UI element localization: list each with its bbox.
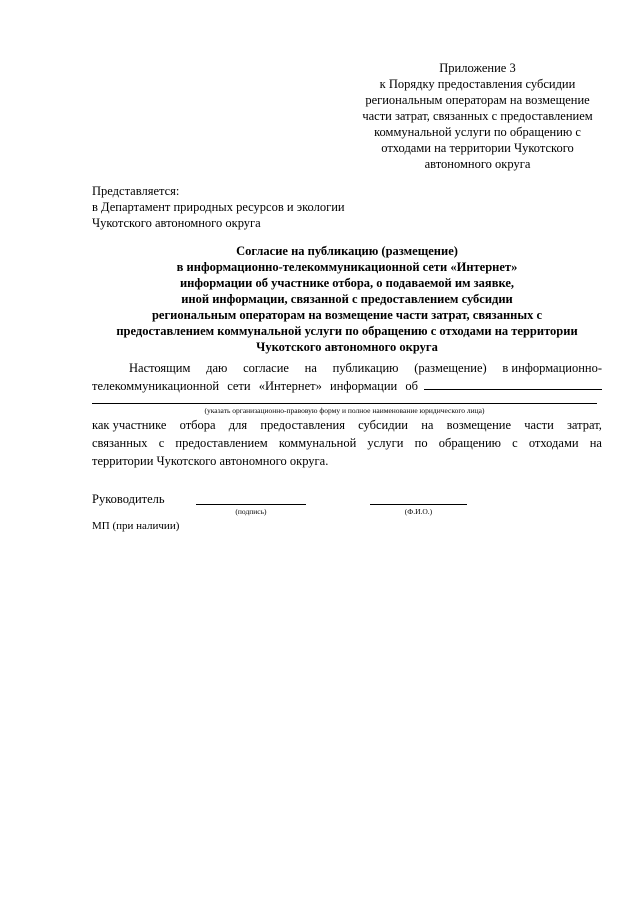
consent-word: связанных [92,436,148,450]
appendix-line: части затрат, связанных с предоставлением [362,109,593,123]
consent-word: Настоящим [129,361,191,375]
consent-continuation [92,416,602,470]
consent-word: коммунальной [278,436,357,450]
org-name-blank[interactable] [424,377,602,390]
appendix-line: к Порядку предоставления субсидии [379,77,576,91]
consent-word: в информационно- [502,361,602,375]
signature-hint: (подпись) [235,507,267,516]
consent-word: части [524,418,554,432]
consent-word: субсидии [358,418,408,432]
consent-word: публикацию [332,361,399,375]
consent-word: услуги [367,436,404,450]
title-line: иной информации, связанной с предоставлением субсидии [181,292,513,306]
consent-word: телекоммуникационной [92,379,220,393]
org-name-fill-row [405,377,602,395]
title-line: Согласие на публикацию (размещение) [236,244,458,258]
consent-word: затрат, [566,418,602,432]
recipient-line: Представляется: [92,184,180,198]
consent-word: с [512,436,518,450]
title-line: предоставлением коммунальной услуги по обращению с отходами на территории [116,324,578,338]
consent-word: отбора [179,418,216,432]
consent-row [92,360,602,377]
full-name-blank[interactable] [370,504,467,505]
appendix-line: отходами на территории Чукотского [381,141,574,155]
full-name-hint: (Ф.И.О.) [404,507,433,516]
title-line: информации об участнике отбора, о подаваемой им заявке, [179,276,515,290]
consent-word: сети [227,379,251,393]
consent-word: предоставления [260,418,345,432]
consent-paragraph [92,360,602,395]
consent-word: на [589,436,602,450]
consent-word: на [421,418,434,432]
consent-word: с [158,436,165,450]
signature-blank[interactable] [196,504,306,505]
consent-word: об [405,379,418,393]
appendix-line: коммунальной услуги по обращению с [374,125,581,139]
appendix-line: автономного округа [424,157,531,171]
continuation-line [92,452,602,470]
consent-word: согласие [243,361,289,375]
consent-word: на [304,361,317,375]
org-name-hint: (указать организационно-правовую форму и полное наименование юридического лица) [204,406,485,415]
title-line: региональным операторам на возмещение части затрат, связанных с [151,308,543,322]
consent-word: обращению [438,436,502,450]
continuation-line [92,434,602,452]
appendix-header [350,60,605,172]
consent-word: по [414,436,428,450]
recipient-block [92,183,345,231]
consent-word: «Интернет» [258,379,322,393]
appendix-line: Приложение 3 [439,61,516,75]
consent-word: даю [206,361,228,375]
consent-word: (размещение) [414,361,487,375]
continuation-line [92,416,602,434]
consent-word: предоставлением [175,436,268,450]
consent-word: отходами [528,436,579,450]
org-name-blank-line[interactable] [92,403,597,404]
recipient-line: в Департамент природных ресурсов и экологии [92,200,345,214]
signer-label: Руководитель [92,492,165,506]
stamp-label: МП (при наличии) [92,520,180,532]
consent-text: территории Чукотского автономного округа. [92,454,329,468]
consent-word: как участнике [92,418,167,432]
consent-word: информации [330,379,398,393]
recipient-line: Чукотского автономного округа [92,216,261,230]
consent-row [92,377,602,395]
consent-word: возмещение [446,418,512,432]
title-line: в информационно-телекоммуникационной сети «Интернет» [176,260,518,274]
consent-word: для [228,418,248,432]
title-line: Чукотского автономного округа [256,340,438,354]
document-title [92,243,602,355]
appendix-line: региональным операторам на возмещение [365,93,590,107]
